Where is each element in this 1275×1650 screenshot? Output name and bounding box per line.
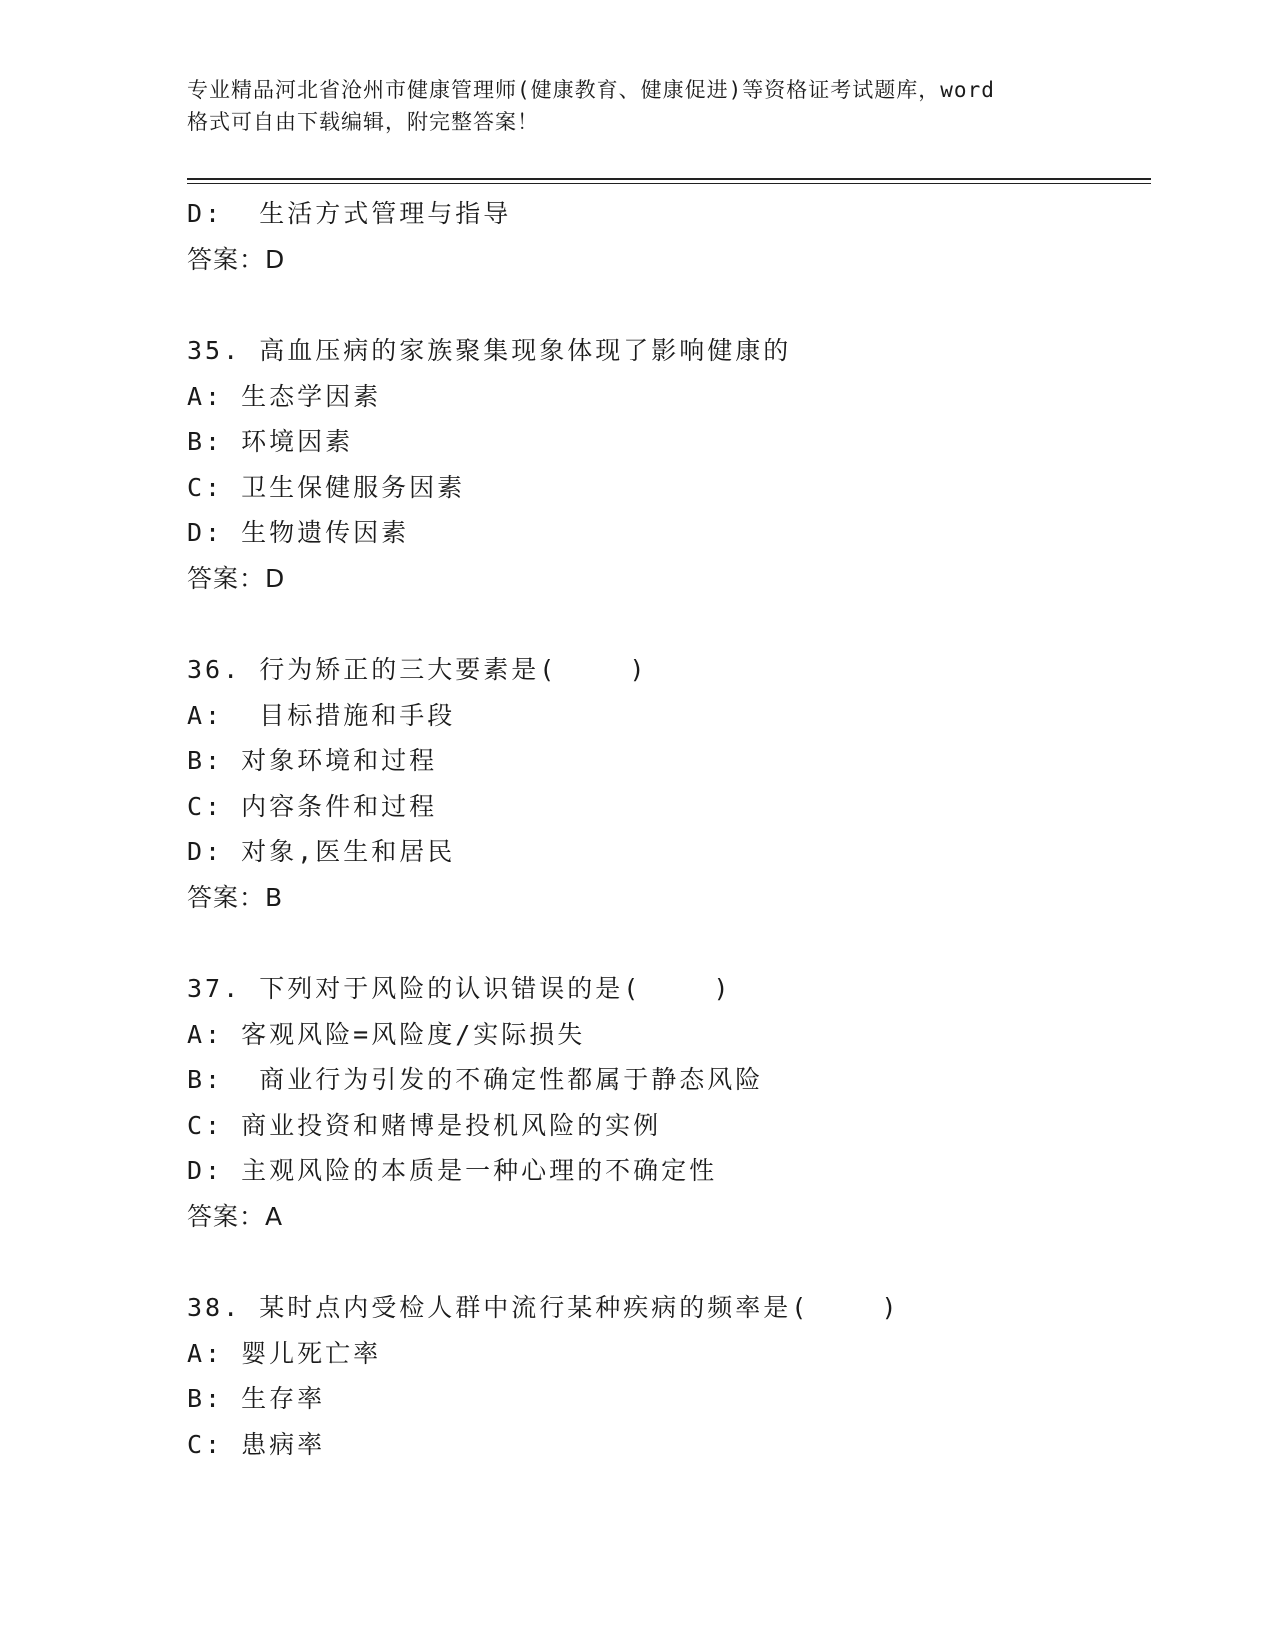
option-b: B: 生存率	[187, 1384, 326, 1413]
option-c: C: 卫生保健服务因素	[187, 472, 466, 502]
header-divider-thick	[187, 178, 1151, 180]
option-c: C: 内容条件和过程	[187, 791, 438, 821]
option-d: D: 生物遗传因素	[187, 518, 410, 547]
answer: 答案：D	[187, 563, 286, 593]
option-a: A: 客观风险=风险度/实际损失	[187, 1019, 586, 1049]
option-d: D: 主观风险的本质是一种心理的不确定性	[187, 1156, 718, 1185]
option-a: A: 目标措施和手段	[187, 700, 456, 730]
question-37	[187, 966, 1147, 1239]
option-a: A: 婴儿死亡率	[187, 1338, 382, 1368]
header-line-1: 专业精品河北省沧州市健康管理师(健康教育、健康促进)等资格证考试题库，word	[187, 78, 995, 102]
question-list	[187, 191, 1147, 1467]
document-header	[187, 74, 1087, 138]
prev-option-d: D: 生活方式管理与指导	[187, 199, 512, 228]
question-36	[187, 647, 1147, 920]
answer: 答案：B	[187, 882, 284, 912]
option-c: C: 商业投资和赌博是投机风险的实例	[187, 1110, 662, 1140]
answer: 答案：A	[187, 1201, 284, 1231]
header-line-2: 格式可自由下载编辑，附完整答案！	[187, 110, 539, 134]
option-c: C: 患病率	[187, 1429, 326, 1459]
question-title: 35. 高血压病的家族聚集现象体现了影响健康的	[187, 336, 792, 365]
prev-answer: 答案：D	[187, 244, 286, 274]
question-35	[187, 328, 1147, 601]
question-38	[187, 1285, 1147, 1467]
option-b: B: 环境因素	[187, 427, 354, 456]
question-title: 36. 行为矫正的三大要素是( )	[187, 655, 648, 684]
option-b: B: 对象环境和过程	[187, 746, 438, 775]
question-title: 38. 某时点内受检人群中流行某种疾病的频率是( )	[187, 1293, 900, 1322]
question-title: 37. 下列对于风险的认识错误的是( )	[187, 974, 732, 1003]
header-divider-thin	[187, 183, 1151, 184]
option-d: D: 对象,医生和居民	[187, 837, 456, 866]
option-b: B: 商业行为引发的不确定性都属于静态风险	[187, 1065, 764, 1094]
option-a: A: 生态学因素	[187, 381, 382, 411]
